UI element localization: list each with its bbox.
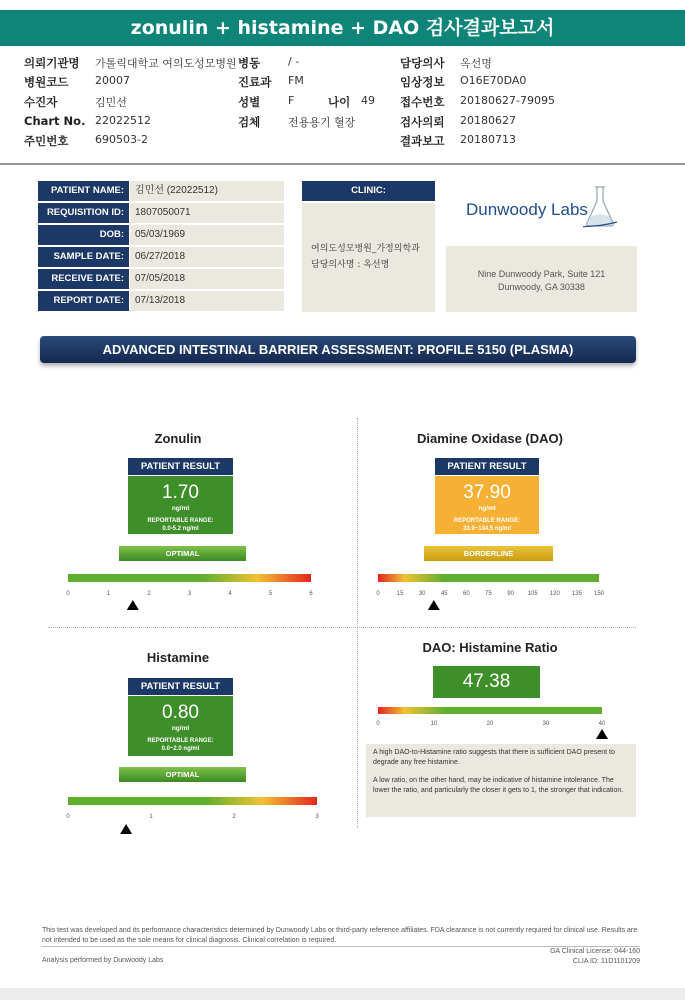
histamine-tick-label: 1 (149, 814, 153, 820)
patient-info-value: 김민선 (22022512) (130, 181, 284, 201)
flask-icon (583, 185, 617, 229)
histamine-tick-label: 2 (232, 814, 236, 820)
patient-info-table (38, 181, 284, 313)
ratio-marker (596, 729, 608, 739)
lab-address (446, 246, 637, 312)
disclaimer: This test was developed and its performance characteristics determined by Dunwoody Labs or third-party reference affiliates. FDA clearance is not currently required for clinical use. Results are not intended to be used as the sole means for clinical diagnosis. Clinical correlation is required. (42, 927, 638, 944)
zonulin-tick-label: 6 (309, 591, 313, 597)
ratio-note-text: A high DAO-to-Histamine ratio suggests that there is sufficient DAO present to degrade any free histamine. (373, 749, 615, 766)
license-info (550, 947, 640, 967)
histamine-marker (120, 824, 132, 834)
dao-unit: ng/ml (478, 505, 496, 512)
dao-tick-label: 150 (593, 591, 605, 597)
ratio-note-text: A low ratio, on the other hand, may be indicative of histamine intolerance. The lower the ratio, and particularly the closer it gets to 1, the stronger that indication. (373, 777, 624, 794)
patient-info-row (38, 269, 284, 291)
zonulin-scale-bar (68, 574, 311, 582)
zonulin-range: 0.0-5.2 ng/ml (162, 526, 199, 532)
header-label: 주민번호 (24, 134, 69, 148)
header-value: 49 (361, 94, 375, 107)
dao-tick-label: 0 (376, 591, 380, 597)
vertical-divider (357, 418, 358, 828)
dao-tick-label: 135 (571, 591, 582, 597)
histamine-tick-label: 3 (315, 814, 319, 820)
patient-info-row (38, 291, 284, 313)
report-title: zonulin + histamine + DAO 검사결과보고서 (0, 10, 685, 46)
license-line: GA Clinical License: 044-160 (550, 948, 640, 955)
report-header (0, 50, 685, 165)
dao-tick-label: 60 (463, 591, 470, 597)
zonulin-result-header: PATIENT RESULT (128, 458, 233, 475)
header-value: 김민선 (95, 96, 127, 109)
lab-address-line: Dunwoody, GA 30338 (498, 282, 585, 292)
histamine-scale-bar (68, 797, 317, 805)
histamine-result-box (128, 696, 233, 756)
ratio-tick-label: 0 (376, 721, 380, 727)
header-label: 접수번호 (400, 95, 445, 109)
zonulin-title: Zonulin (154, 431, 202, 446)
dao-scale (370, 570, 610, 610)
dao-tick-label: 15 (396, 591, 404, 597)
clinic-label: CLINIC: (302, 181, 435, 201)
lab-address-line: Nine Dunwoody Park, Suite 121 (477, 269, 606, 279)
dao-range: 33.9~134.5 ng/ml (463, 526, 511, 532)
header-label: 진료과 (238, 75, 272, 89)
patient-info-value: 07/05/2018 (130, 269, 284, 289)
patient-info-label: REQUISITION ID: (38, 203, 129, 223)
histamine-scale (60, 792, 330, 834)
zonulin-unit: ng/ml (171, 505, 190, 512)
zonulin-tick-label: 2 (147, 591, 151, 597)
dao-scale-bar (378, 574, 599, 582)
ratio-scale-bar (378, 707, 602, 714)
ratio-title: DAO: Histamine Ratio (422, 640, 558, 655)
header-value: FM (288, 74, 304, 87)
header-divider (0, 163, 685, 165)
license-line: CLIA ID: 11D1101209 (572, 958, 640, 965)
zonulin-tick-label: 4 (228, 591, 232, 597)
histamine-result-header: PATIENT RESULT (128, 678, 233, 695)
zonulin-tick-label: 0 (66, 591, 70, 597)
histamine-tick-label: 0 (66, 814, 70, 820)
histamine-range: 0.0~2.0 ng/ml (161, 746, 200, 752)
clinic-line: 여의도성모병원_가정의학과 (311, 244, 420, 254)
zonulin-status: OPTIMAL (119, 546, 246, 561)
dao-result-box (435, 476, 539, 534)
dao-tick-label: 120 (549, 591, 560, 597)
header-value: 690503-2 (95, 133, 148, 146)
zonulin-marker (127, 600, 139, 610)
dao-title: Diamine Oxidase (DAO) (417, 431, 563, 446)
patient-info-label: REPORT DATE: (38, 291, 129, 311)
patient-info-label: RECEIVE DATE: (38, 269, 129, 289)
patient-info-value: 06/27/2018 (130, 247, 284, 267)
zonulin-value: 1.70 (162, 482, 199, 503)
header-value: 가톨릭대학교 여의도성모병원 (95, 57, 237, 70)
header-value: F (288, 94, 295, 107)
header-label: 검사의뢰 (400, 115, 445, 129)
histamine-status: OPTIMAL (119, 767, 246, 782)
patient-info-row (38, 181, 284, 203)
dunwoody-logo (466, 190, 626, 240)
header-label: Chart No. (24, 114, 86, 128)
ratio-scale (370, 703, 620, 743)
header-label: 병원코드 (24, 75, 69, 89)
dao-tick-label: 90 (507, 591, 514, 597)
dao-value: 37.90 (463, 482, 511, 503)
header-label: 성별 (238, 95, 261, 109)
dao-status: BORDERLINE (424, 546, 553, 561)
histamine-unit: ng/ml (171, 725, 190, 732)
patient-info-value: 05/03/1969 (130, 225, 284, 245)
clinic-line: 담당의사명 : 옥선명 (311, 260, 390, 270)
ratio-tick-label: 10 (430, 721, 438, 727)
header-value: 전용용기 혈장 (288, 116, 356, 129)
header-value: 옥선명 (460, 57, 492, 70)
lab-name: Dunwoody Labs (466, 200, 588, 219)
page-bottom-strip (0, 988, 685, 1000)
header-value: 20180627-79095 (460, 94, 555, 107)
performed-by: Analysis performed by Dunwoody Labs (42, 957, 164, 964)
header-value: 20180627 (460, 114, 516, 127)
clinic-box (302, 203, 435, 312)
patient-info-row (38, 203, 284, 225)
header-label: 나이 (328, 95, 351, 109)
dao-range-label: REPORTABLE RANGE: (453, 518, 521, 524)
profile-banner: ADVANCED INTESTINAL BARRIER ASSESSMENT: PROFILE 5150 (PLASMA) (40, 336, 636, 363)
header-value: / - (288, 55, 300, 68)
header-label: 임상정보 (400, 75, 445, 89)
zonulin-result-box (128, 476, 233, 534)
patient-info-label: DOB: (38, 225, 129, 245)
zonulin-tick-label: 1 (106, 591, 111, 597)
patient-info-row (38, 225, 284, 247)
dao-tick-label: 105 (527, 591, 538, 597)
horizontal-divider (48, 627, 636, 628)
dao-marker (428, 600, 440, 610)
zonulin-tick-label: 5 (268, 591, 273, 597)
histamine-title: Histamine (146, 650, 210, 665)
histamine-value: 0.80 (162, 702, 199, 723)
header-label: 수진자 (24, 95, 58, 109)
header-value: 20007 (95, 74, 130, 87)
patient-info-value: 1807050071 (130, 203, 284, 223)
header-label: 검체 (238, 115, 261, 129)
header-label: 병동 (238, 56, 261, 70)
histamine-range-label: REPORTABLE RANGE: (147, 738, 214, 744)
header-value: O16E70DA0 (460, 74, 527, 87)
header-label: 결과보고 (400, 134, 445, 148)
dao-result-header: PATIENT RESULT (435, 458, 539, 475)
patient-info-value: 07/13/2018 (130, 291, 284, 311)
patient-info-label: PATIENT NAME: (38, 181, 129, 201)
header-label: 담당의사 (400, 56, 445, 70)
ratio-tick-label: 30 (542, 721, 550, 727)
zonulin-tick-label: 3 (187, 591, 192, 597)
ratio-value: 47.38 (433, 666, 540, 698)
ratio-tick-label: 20 (486, 721, 494, 727)
header-value: 20180713 (460, 133, 516, 146)
dao-tick-label: 30 (418, 591, 426, 597)
dao-tick-label: 75 (485, 591, 492, 597)
header-value: 22022512 (95, 114, 151, 127)
zonulin-range-label: REPORTABLE RANGE: (147, 518, 214, 524)
patient-info-label: SAMPLE DATE: (38, 247, 129, 267)
dao-tick-label: 45 (440, 591, 448, 597)
patient-info-row (38, 247, 284, 269)
header-label: 의뢰기관명 (24, 56, 80, 70)
ratio-note (366, 744, 636, 817)
ratio-tick-label: 40 (598, 721, 606, 727)
zonulin-scale (60, 570, 320, 610)
